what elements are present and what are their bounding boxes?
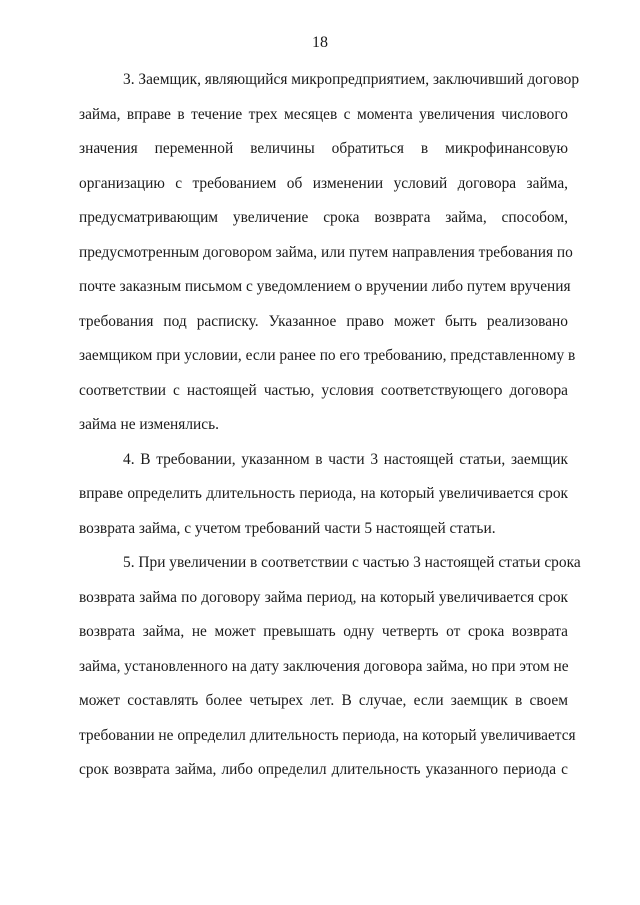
text-line: возврата займа, с учетом требований части 5 настоящей статьи.	[79, 519, 496, 537]
text-line: организацию с требованием об изменении условий договора займа,	[79, 174, 568, 192]
text-line: требования под расписку. Указанное право может быть реализовано	[79, 312, 568, 330]
paragraph-5	[79, 553, 581, 795]
document-body	[79, 70, 581, 795]
text-line: 4. В требовании, указанном в части 3 настоящей статьи, заемщик	[123, 450, 568, 468]
text-line: 3. Заемщик, являющийся микропредприятием, заключивший договор	[123, 71, 580, 88]
page-number: 18	[312, 34, 328, 51]
text-line: может составлять более четырех лет. В случае, если заемщик в своем	[79, 692, 568, 709]
text-line: 5. При увеличении в соответствии с частью 3 настоящей статьи срока	[123, 554, 581, 571]
text-line: предусмотренным договором займа, или путем направления требования по	[79, 243, 573, 261]
paragraph-4	[79, 450, 568, 554]
text-line: значения переменной величины обратиться в микрофинансовую	[79, 140, 568, 157]
text-line: заемщиком при условии, если ранее по его требованию, представленному в	[79, 347, 576, 364]
text-line: требовании не определил длительность периода, на который увеличивается	[79, 726, 576, 744]
text-line: займа, вправе в течение трех месяцев с момента увеличения числового	[79, 105, 568, 123]
text-line: займа не изменялись.	[79, 416, 219, 433]
text-line: возврата займа по договору займа период, на который увеличивается срок	[79, 588, 568, 606]
text-line: соответствии с настоящей частью, условия соответствующего договора	[79, 381, 568, 399]
paragraph-3	[79, 70, 580, 450]
text-line: займа, установленного на дату заключения договора займа, но при этом не	[79, 657, 569, 675]
text-line: предусматривающим увеличение срока возврата займа, способом,	[79, 209, 568, 226]
text-line: почте заказным письмом с уведомлением о вручении либо путем вручения	[79, 278, 571, 295]
text-line: срок возврата займа, либо определил длительность указанного периода с	[79, 761, 568, 778]
text-line: возврата займа, не может превышать одну четверть от срока возврата	[79, 623, 568, 640]
text-line: вправе определить длительность периода, на который увеличивается срок	[79, 485, 568, 502]
